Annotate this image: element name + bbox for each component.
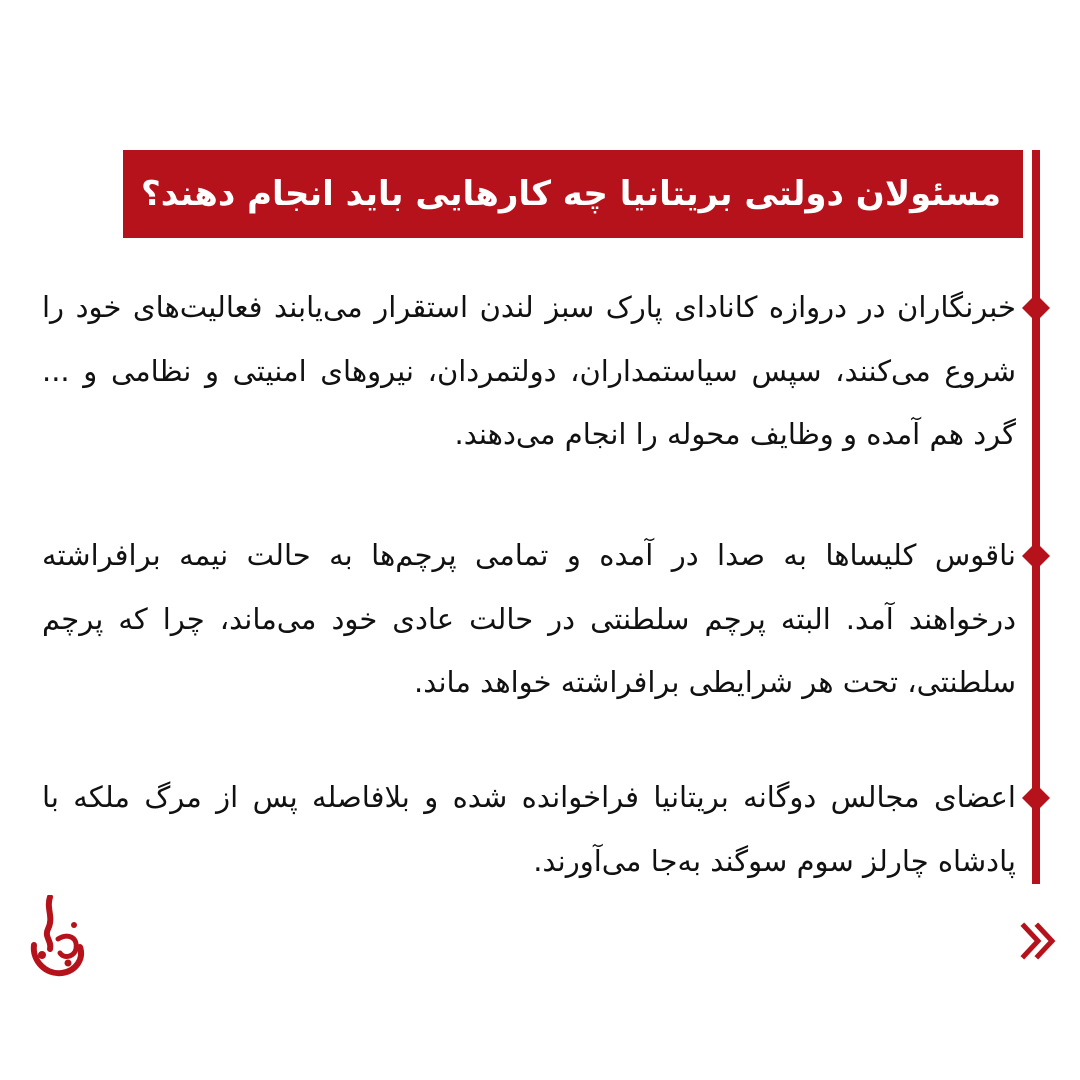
double-chevron-left-icon[interactable] [1018,920,1060,962]
diamond-icon [1022,784,1050,812]
paragraph-3: اعضای مجالس دوگانه بریتانیا فراخوانده شده و بلافاصله پس از مرگ ملکه با پادشاه چارلز سوم سوگند به‌جا می‌آورند. [42,780,1016,878]
paragraph-1: خبرنگاران در دروازه کانادای پارک سبز لندن استقرار می‌یابند فعالیت‌های خود را شروع می‌کنند، سپس سیاستمداران، دولتمردان، نیروهای امنیتی و نظامی و ... گرد هم آمده و وظایف محوله را انجام می‌دهند. [42,290,1016,451]
diamond-icon [1022,294,1050,322]
calligraphy-logo [28,895,88,979]
page-title: مسئولان دولتی بریتانیا چه کارهایی باید انجام دهند؟ [141,174,1001,214]
paragraph-2: ناقوس کلیساها به صدا در آمده و تمامی پرچم‌ها به حالت نیمه برافراشته درخواهند آمد. البته پرچم سلطنتی در حالت عادی خود می‌ماند، چرا که پرچم سلطنتی، تحت هر شرایطی برافراشته خواهد ماند. [42,538,1016,699]
diamond-icon [1022,542,1050,570]
title-banner [123,150,1023,238]
timeline-bar [1032,150,1040,884]
